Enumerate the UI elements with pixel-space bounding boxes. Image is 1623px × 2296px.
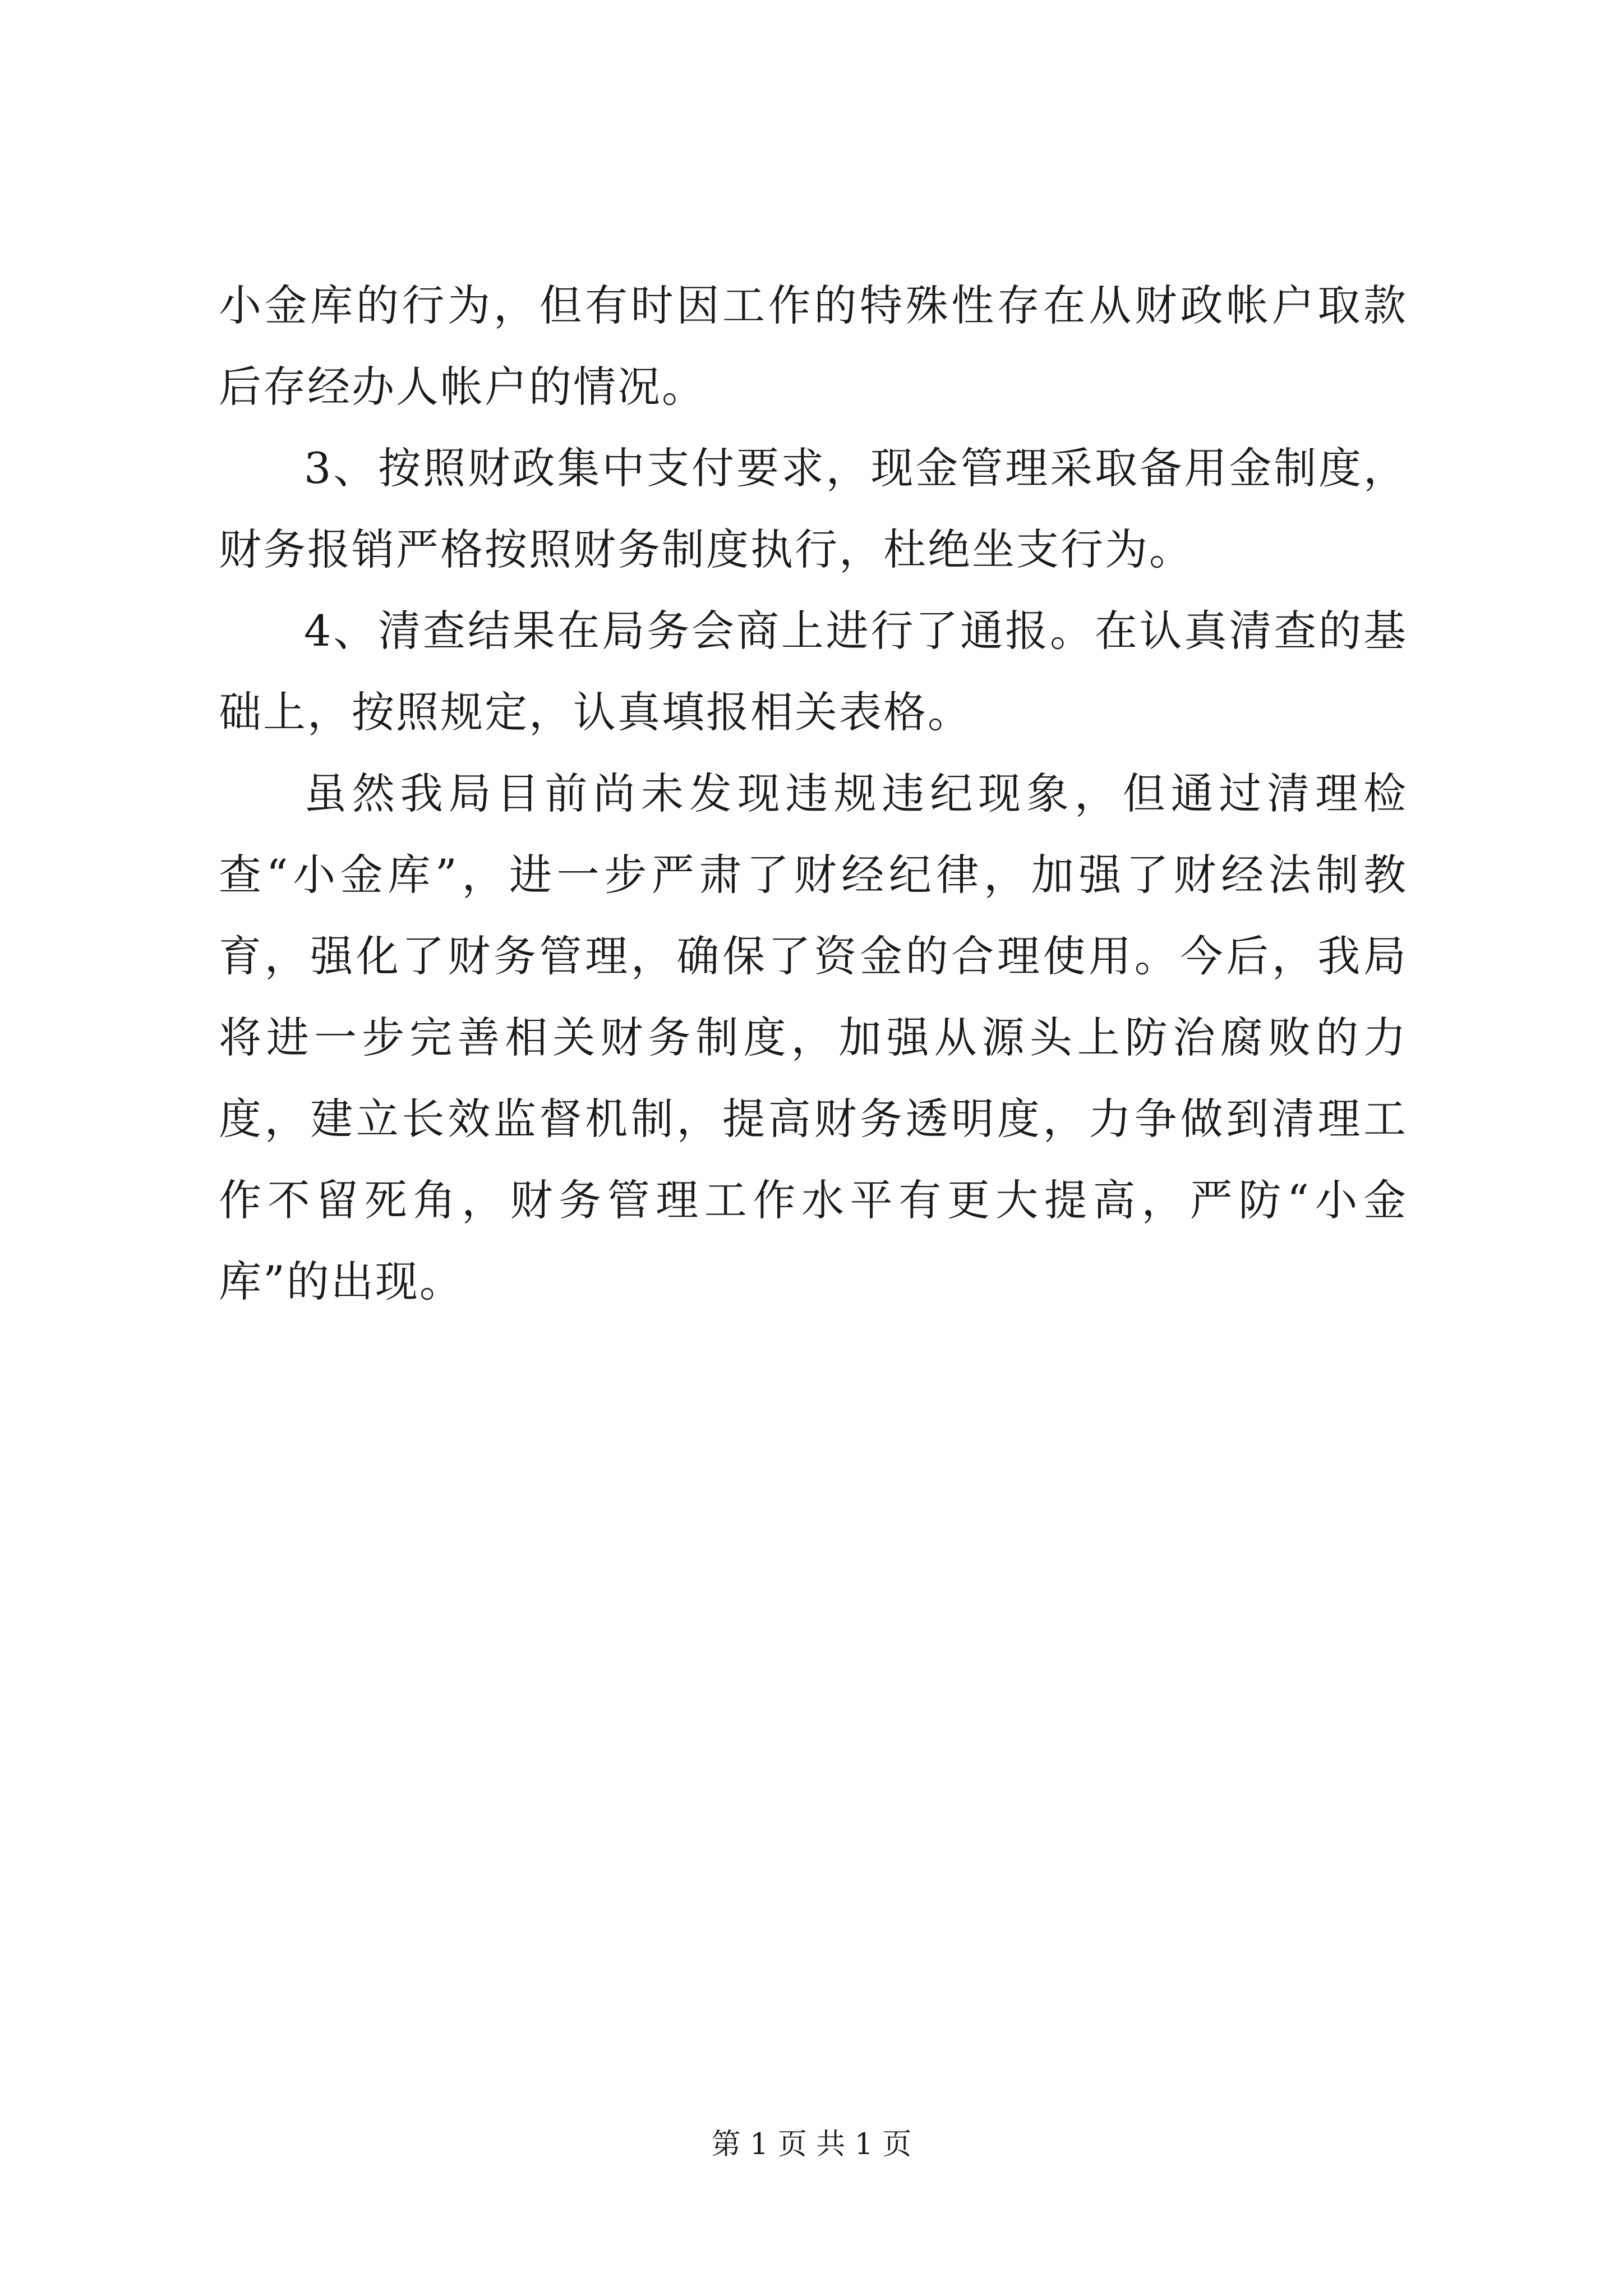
paragraph-item-3: 3、按照财政集中支付要求，现金管理采取备用金制度，财务报销严格按照财务制度执行，杜绝坐支行为。 [219,443,1408,574]
page-number-footer: 第 1 页 共 1 页 [711,2128,912,2161]
paragraph-conclusion: 虽然我局目前尚未发现违规违纪现象，但通过清理检查“小金库”，进一步严肃了财经纪律，加强了财经法制教育，强化了财务管理，确保了资金的合理使用。今后，我局将进一步完善相关财务制度，加强从源头上防治腐败的力度，建立长效监督机制，提高财务透明度，力争做到清理工作不留死角，财务管理工作水平有更大提高，严防“小金库”的出现。 [219,769,1408,1306]
document-body [219,265,1408,1322]
paragraph-item-4: 4、清查结果在局务会商上进行了通报。在认真清查的基础上，按照规定，认真填报相关表格。 [219,606,1408,737]
paragraph-continuation: 小金库的行为，但有时因工作的特殊性存在从财政帐户取款后存经办人帐户的情况。 [219,280,1408,412]
